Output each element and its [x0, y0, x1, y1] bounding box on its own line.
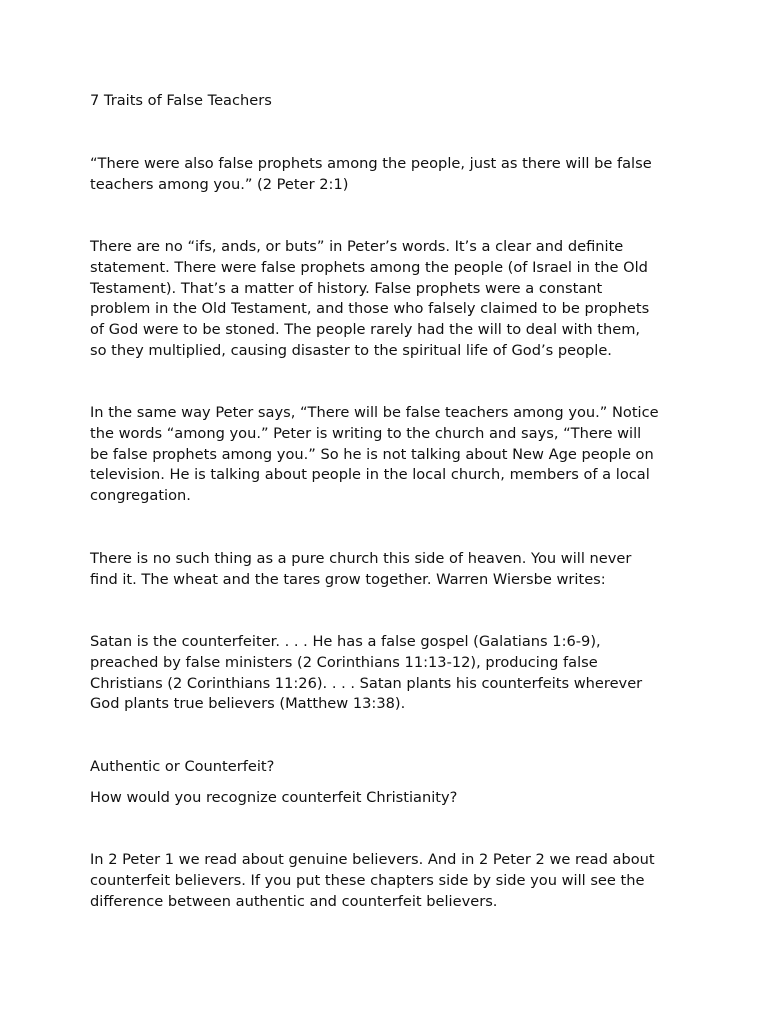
body-paragraph: There is no such thing as a pure church this side of heaven. You will never find it. The wheat and the tares grow together. Warren Wiersbe writes: — [90, 550, 632, 588]
body-paragraph: In the same way Peter says, “There will be false teachers among you.” Notice the words “among you.” Peter is writing to the church and says, “There will be false prophets among you.” So he is not talking about New Age people on television. He is talking about people in the local church, members of a local congregation. — [90, 404, 659, 505]
section-question: How would you recognize counterfeit Christianity? — [90, 789, 458, 806]
section-heading: Authentic or Counterfeit? — [90, 758, 275, 775]
body-paragraph: There are no “ifs, ands, or buts” in Peter’s words. It’s a clear and definite statement. There were false prophets among the people (of Israel in the Old Testament). That’s a matter of history. False prophets were a constant problem in the Old Testament, and those who falsely claimed to be prophets of God were to be stoned. The people rarely had the will to deal with them, so they multiplied, causing disaster to the spiritual life of God’s people. — [90, 238, 650, 359]
wiersbe-quote: Satan is the counterfeiter. . . . He has a false gospel (Galatians 1:6-9), preached by false ministers (2 Corinthians 11:13-12), producing false Christians (2 Corinthians 11:26). . . . Satan plants his counterfeits wherever God plants true believers (Matthew 13:38). — [90, 633, 643, 713]
body-paragraph: In 2 Peter 1 we read about genuine believers. And in 2 Peter 2 we read about counterfeit believers. If you put these chapters side by side you will see the difference between authentic and counterfeit believers. — [90, 851, 655, 910]
scripture-quote: “There were also false prophets among the people, just as there will be false teachers among you.” (2 Peter 2:1) — [90, 155, 652, 193]
document-title: 7 Traits of False Teachers — [90, 92, 272, 109]
